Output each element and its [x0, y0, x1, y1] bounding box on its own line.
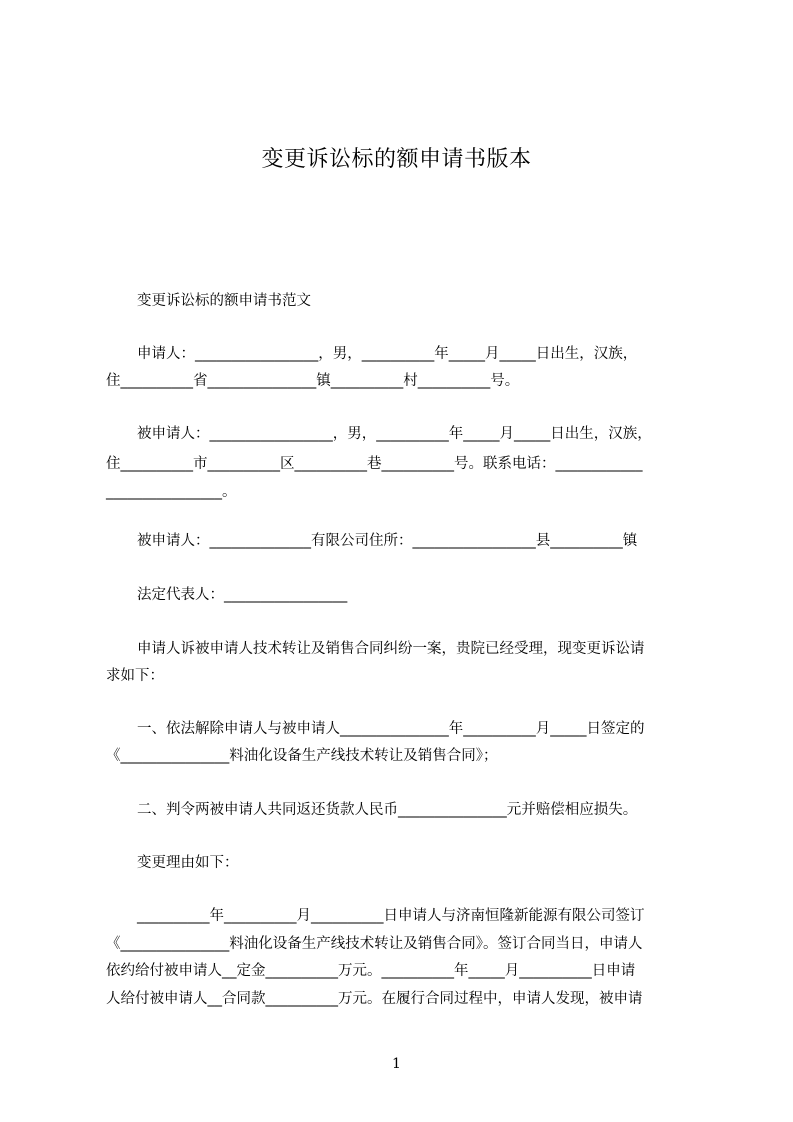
- claim-item-1-line-2: 《_______________料油化设备生产线技术转让及销售合同》；: [106, 748, 498, 764]
- respondent1-line-2: 住__________市__________区__________巷__________号。联系电话：____________: [106, 456, 643, 472]
- document-subtitle: 变更诉讼标的额申请书范文: [137, 293, 311, 309]
- applicant-line-2: 住__________省_______________镇__________村__________号。: [106, 373, 520, 389]
- reasons-line-4: 人给付被申请人__合同款__________万元。在履行合同过程中，申请人发现，被申请: [106, 991, 643, 1007]
- request-intro-line-2: 求如下：: [106, 668, 164, 684]
- page-number: 1: [392, 1056, 401, 1072]
- respondent1-line-3: ________________。: [106, 484, 237, 500]
- reasons-line-1: __________年__________月__________日申请人与济南恒隆新能源有限公司签订: [137, 908, 645, 924]
- respondent2-line-1: 被申请人：______________有限公司住所：_________________县__________镇: [137, 533, 638, 549]
- reasons-line-3: 依约给付被申请人__定金__________万元。__________年_____月__________日申请: [106, 963, 636, 979]
- reasons-heading: 变更理由如下：: [137, 855, 239, 871]
- applicant-line-1: 申请人：_________________，男，__________年_____月_____日出生，汉族，: [137, 346, 638, 362]
- claim-item-2: 二、判令两被申请人共同返还货款人民币_______________元并赔偿相应损失。: [137, 802, 638, 818]
- respondent1-line-1: 被申请人：_________________，男，__________年_____月_____日出生，汉族，: [137, 426, 652, 442]
- reasons-line-2: 《_______________料油化设备生产线技术转让及销售合同》。签订合同当日，申请人: [106, 936, 643, 952]
- request-intro-line-1: 申请人诉被申请人技术转让及销售合同纠纷一案，贵院已经受理，现变更诉讼请: [137, 641, 645, 657]
- document-title: 变更诉讼标的额申请书版本: [261, 147, 532, 172]
- legal-representative: 法定代表人：_________________: [137, 587, 348, 603]
- claim-item-1-line-1: 一、依法解除申请人与被申请人_______________年__________月_____日签定的: [137, 721, 645, 737]
